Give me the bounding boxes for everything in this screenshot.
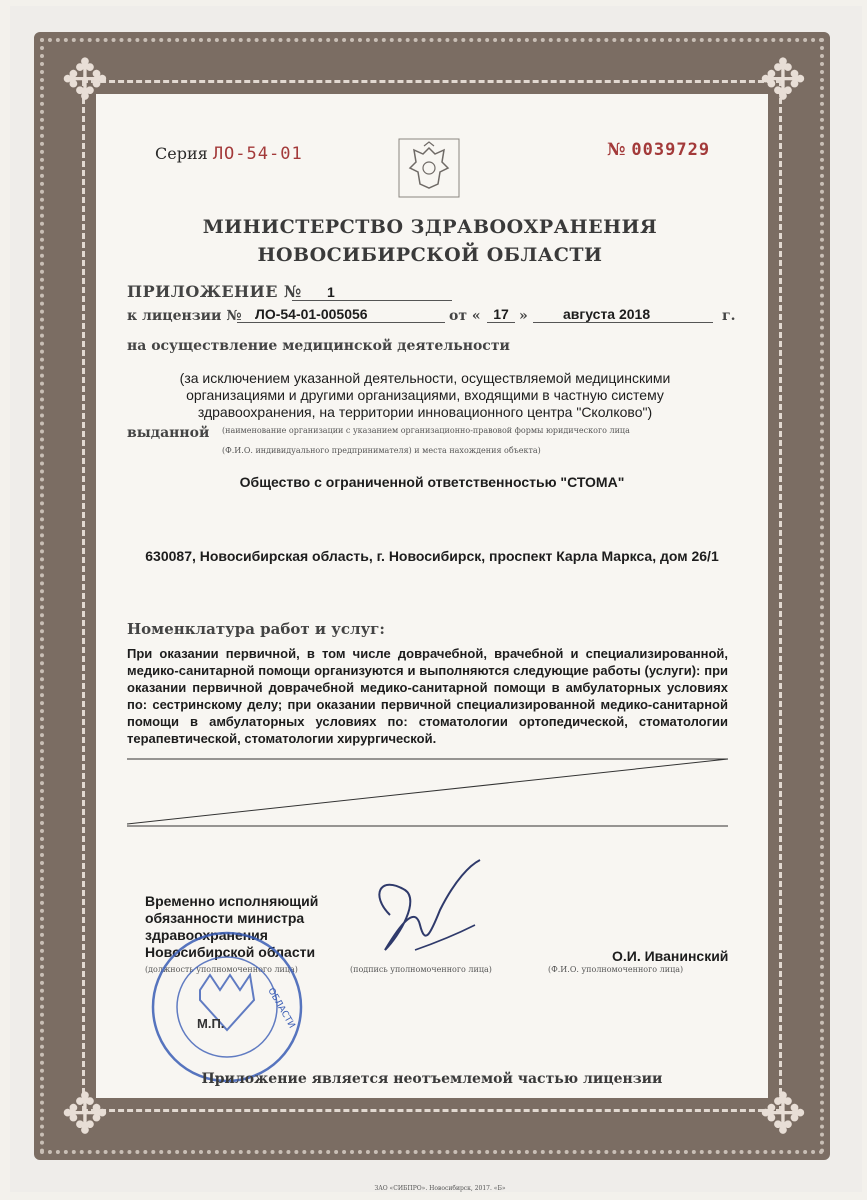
activity-exclusion: (за исключением указанной деятельности, осуществляемой медицинскими организациями и другими организациями, входящими в частную систему здравоохранения, на территории инновационного центра "Сколково") [179,370,671,420]
corner-ornament-icon: ✥ [759,48,807,113]
strike-out-lines [127,758,728,830]
corner-ornament-icon: ✥ [61,1082,109,1147]
nomenclature-text: При оказании первичной, в том числе доврачебной, врачебной и специализированной, медико-санитарной помощи организуются и выполняются следующие работы (услуги): при оказании первичной доврачебной медико-санитарной помощи в амбулаторных условиях по: сестринскому делу; при оказании первичной специализированной медико-санитарной помощи в амбулаторных условиях по: стоматологии ортопедической, стоматологии терапевтической, стоматологии хирургической. [127,646,728,746]
issued-hint-1: (наименование организации с указанием организационно-правовой формы юридического лица [222,426,630,435]
ministry-line-2: НОВОСИБИРСКОЙ ОБЛАСТИ [257,244,603,266]
activity-label: на осуществление медицинской деятельности [127,338,510,354]
year-suffix: г. [722,308,736,324]
printer-info: ЗАО «СИБПРО». Новосибирск, 2017. «Б» [374,1185,506,1192]
signatory-name: О.И. Иванинский [612,948,729,964]
name-hint: (Ф.И.О. уполномоченного лица) [548,965,684,974]
stamp-text: ОБЛАСТИ [265,986,297,1031]
appendix-number: 1 [292,284,452,301]
coat-of-arms-icon [398,138,460,198]
issued-label: выданной [127,425,210,441]
footer-note: Приложение является неотъемлемой частью лицензии [201,1071,663,1087]
series [155,144,303,164]
position-hint: (должность уполномоченного лица) [145,965,298,974]
ministry-line-1: МИНИСТЕРСТВО ЗДРАВООХРАНЕНИЯ [202,216,658,238]
license-number: ЛО-54-01-005056 [237,306,445,323]
license-day: 17 [487,306,515,323]
corner-ornament-icon: ✥ [759,1082,807,1147]
appendix-row [127,282,457,301]
corner-ornament-icon: ✥ [61,48,109,113]
license-label: к лицензии № [127,308,242,324]
organization-address: 630087, Новосибирская область, г. Новосибирск, проспект Карла Маркса, дом 26/1 [145,548,719,564]
form-number [607,140,710,160]
signatory-position: Временно исполняющий обязанности министра здравоохранения Новосибирской области [145,893,319,960]
number-value: 0039729 [631,140,711,160]
appendix-label: ПРИЛОЖЕНИЕ № [127,282,302,301]
series-label: Серия [155,144,208,163]
signature-hint: (подпись уполномоченного лица) [350,965,492,974]
series-value: ЛО-54-01 [212,144,303,164]
stamp-place: М.П. [197,1016,225,1031]
license-month-year: августа 2018 [533,306,713,323]
organization-name: Общество с ограниченной ответственностью "СТОМА" [239,474,625,490]
issued-hint-2: (Ф.И.О. индивидуального предпринимателя) и места нахождения объекта) [222,446,541,455]
close-quote: » [519,308,528,324]
ministry-title [180,213,680,269]
official-stamp-icon [150,930,305,1085]
from-label: от « [449,308,481,324]
nomenclature-label: Номенклатура работ и услуг: [127,620,385,638]
license-row [127,306,737,328]
number-prefix: № [607,140,626,160]
handwritten-signature [360,855,490,965]
